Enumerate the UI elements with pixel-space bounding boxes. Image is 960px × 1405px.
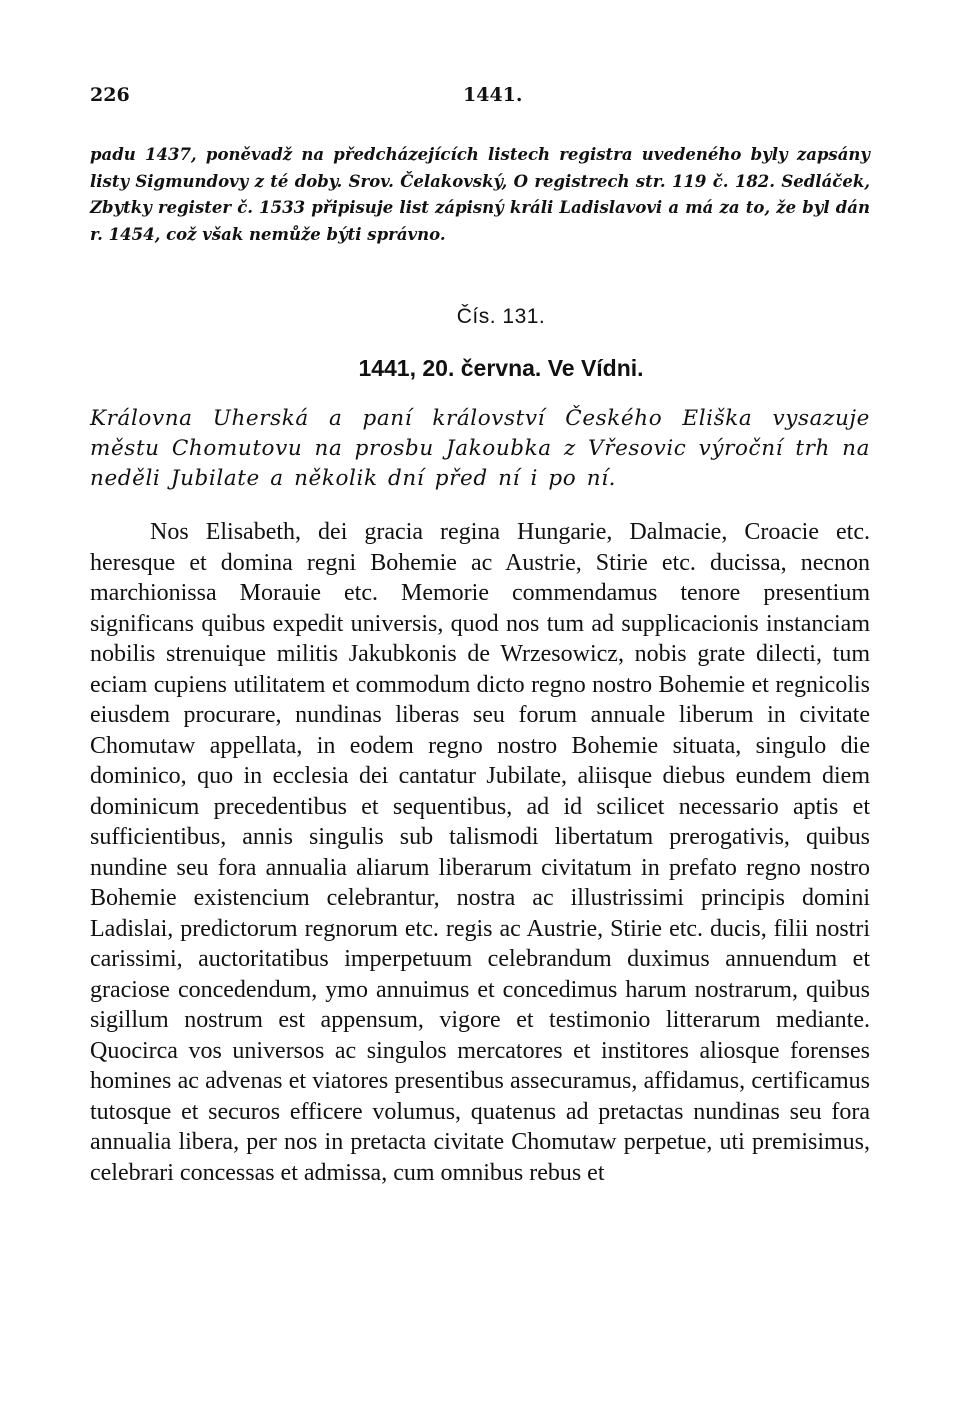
page-number: 226 — [90, 84, 130, 106]
document-number — [0, 305, 960, 329]
czech-regest: Královna Uherská a paní království Českého Eliška vysazuje městu Chomutovu na prosbu Jakoubka z Vřesovic výroční trh na neděli Jubilate a několik dní před ní i po ní. — [90, 406, 870, 491]
date-place-heading — [0, 355, 960, 382]
footnote-continuation: padu 1437, poněvadž na předcházejících listech registra uvedeného byly zapsány listy Sigmundovy z té doby. Srov. Čelakovský, O registrech str. 119 č. 182. Sedláček, Zbytky register č. 1533 připisuje list zápisný králi Ladislavovi a má za to, že byl dán r. 1454, což však nemůže býti správno. — [90, 145, 870, 244]
running-year: 1441. — [463, 84, 523, 106]
date-place-text: 1441, 20. června. Ve Vídni. — [358, 355, 644, 381]
running-head — [90, 84, 870, 114]
document-number-text: Čís. 131. — [456, 305, 546, 328]
latin-charter-text: Nos Elisabeth, dei gracia regina Hungarie, Dalmacie, Croacie etc. heresque et domina regni Bohemie ac Austrie, Stirie etc. ducissa, necnon marchionissa Morauie etc. Memorie commendamus tenore presentium significans quibus expedit universis, quod nos tum ad supplicacionis instanciam nobilis strenuique militis Jakubkonis de Wrzesowicz, nobis grate dilecti, tum eciam cupiens utilitatem et commodum dicto regno nostro Bohemie et regnicolis eiusdem procurare, nundinas liberas seu forum annuale liberum in civitate Chomutaw appellata, in eodem regno nostro Bohemie situata, singulo die dominico, quo in ecclesia dei cantatur Jubilate, aliisque diebus eundem diem dominicum precedentibus et sequentibus, ad id scilicet necessario aptis et sufficientibus, annis singulis sub talismodi libertatum prerogativis, quibus nundine seu fora annualia aliarum liberarum civitatum in prefato regno nostro Bohemie existencium celebrantur, nostra ac illustrissimi principis domini Ladislai, predictorum regnorum etc. regis ac Austrie, Stirie etc. ducis, filii nostri carissimi, auctoritatibus imperpetuum celebrandum duximus annuendum et graciose concedendum, ymo annuimus et concedimus harum nostrarum, quibus sigillum nostrum est appensum, vigore et testimonio litterarum mediante. Quocirca vos universos ac singulos mercatores et institores aliosque forenses homines ac advenas et viatores presentibus assecuramus, affidamus, certificamus tutosque et securos efficere volumus, quatenus ad pretactas nundinas seu fora annualia libera, per nos in pretacta civitate Chomutaw perpetue, uti premisimus, celebrari concessas et admissa, cum omnibus rebus et — [90, 519, 870, 1186]
